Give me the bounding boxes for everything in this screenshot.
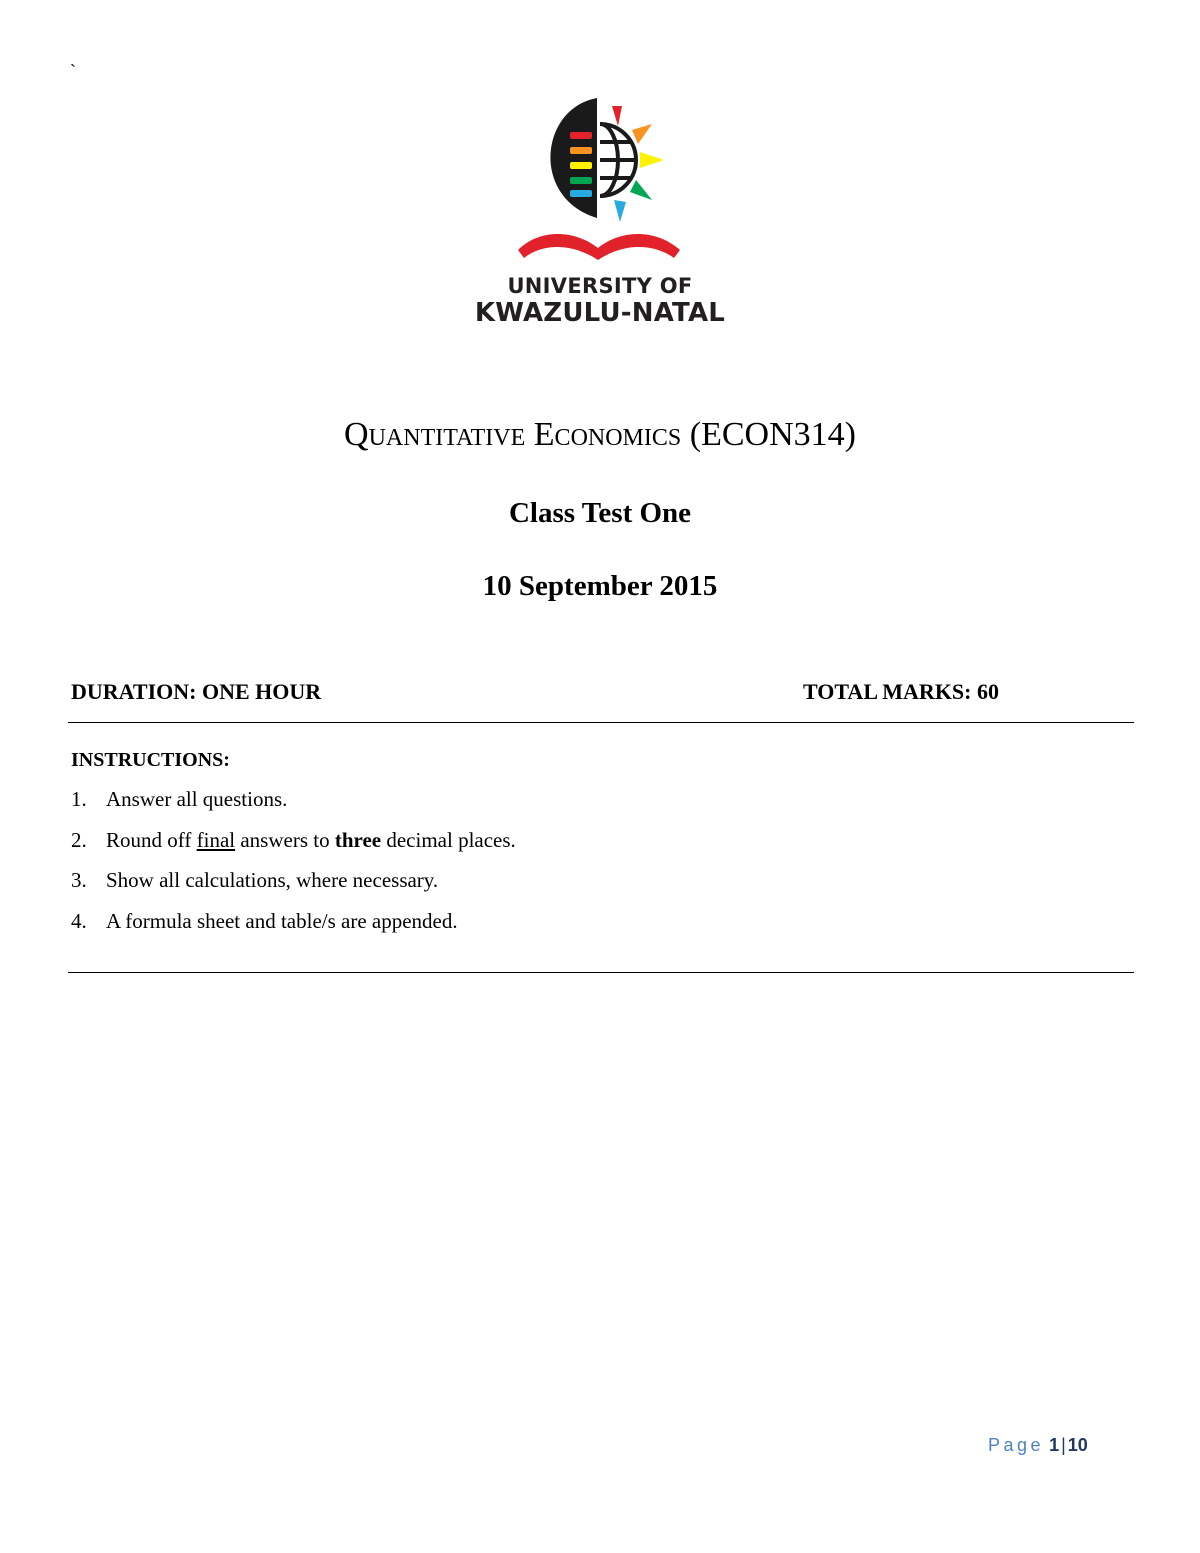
book-shape [518, 234, 680, 260]
course-title: Quantitative Economics (ECON314) [344, 416, 856, 453]
globe-half [600, 124, 636, 196]
instructions-list [71, 786, 516, 949]
ray-yellow [640, 152, 664, 168]
stray-mark: ` [70, 61, 76, 81]
test-name: Class Test One [508, 497, 692, 529]
instruction-text-post: decimal places. [381, 827, 516, 852]
shield-bar-blue [570, 190, 592, 197]
total-pages-number: 10 [1067, 1435, 1088, 1455]
page-separator: | [1061, 1435, 1066, 1455]
current-page-number: 1 [1049, 1435, 1060, 1455]
duration-label: DURATION: ONE HOUR [71, 679, 322, 704]
instruction-number: 3. [71, 868, 87, 893]
instruction-text: A formula sheet and table/s are appended. [106, 909, 458, 934]
top-divider [68, 722, 1134, 723]
instruction-text: Answer all questions. [106, 787, 288, 811]
page-footer [988, 1436, 1088, 1456]
ray-green [630, 180, 652, 200]
ray-orange [632, 124, 652, 144]
instruction-bold-word: three [334, 827, 382, 852]
ray-red [612, 106, 622, 126]
bottom-divider [68, 972, 1134, 973]
page-word: Page [988, 1435, 1045, 1455]
instruction-item [71, 786, 516, 827]
shield-bar-orange [570, 147, 592, 154]
total-marks-label: TOTAL MARKS: 60 [803, 679, 999, 704]
logo-text-line1: UNIVERSITY OF [507, 274, 693, 298]
instructions-heading: INSTRUCTIONS: [71, 749, 230, 771]
instruction-item [71, 908, 516, 949]
shield-bar-yellow [570, 162, 592, 169]
shield-bar-green [570, 177, 592, 184]
instruction-number: 4. [71, 909, 87, 934]
shield-bar-red [570, 132, 592, 139]
instruction-item [71, 827, 516, 868]
instruction-text-pre: Round off [106, 827, 197, 852]
ray-blue [614, 200, 626, 222]
instruction-number: 2. [71, 827, 87, 852]
instruction-underlined-word: final [196, 827, 236, 852]
instruction-item [71, 867, 516, 908]
test-date: 10 September 2015 [482, 570, 718, 602]
university-logo [470, 90, 730, 335]
instruction-text: Show all calculations, where necessary. [106, 868, 439, 893]
university-logo-emblem [470, 90, 730, 270]
shield-left-half [550, 98, 597, 218]
logo-text-line2: KWAZULU-NATAL [474, 298, 726, 328]
instruction-text-mid: answers to [235, 827, 335, 852]
instruction-number: 1. [71, 787, 87, 811]
